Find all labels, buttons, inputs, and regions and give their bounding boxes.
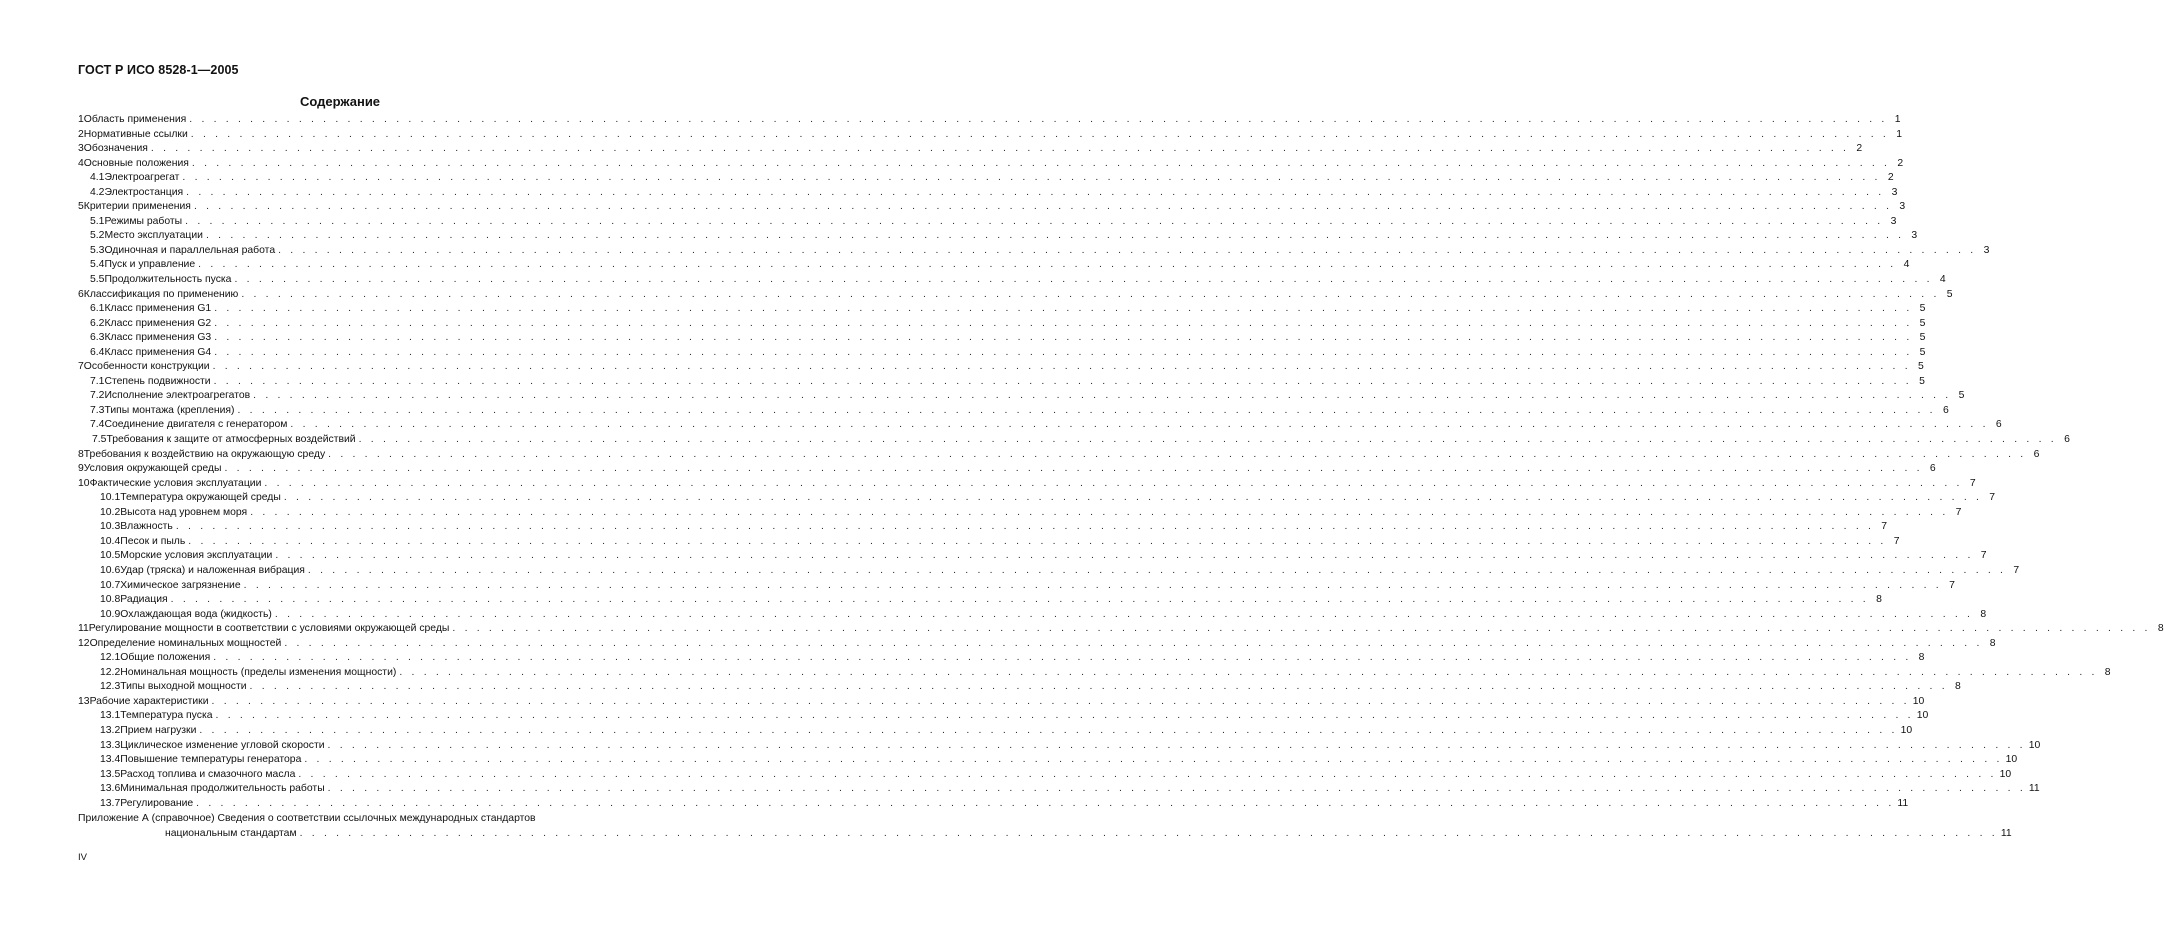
toc-entry[interactable]	[78, 608, 1987, 623]
toc-page-number: 8	[1980, 608, 1987, 620]
toc-entry[interactable]	[78, 637, 1996, 652]
toc-entry-title: Охлаждающая вода (жидкость)	[120, 608, 272, 620]
toc-entry-title: Соединение двигателя с генератором	[104, 419, 288, 431]
toc-entry[interactable]	[78, 680, 1961, 695]
toc-leader: . . . . . . . . . . . . . . . . . . . . . . . . . . . . . . . . . . . . . . . . . . . . . . . . . . . . . . . . . . . . . . . . . . . . . . . . . . . . . . . . . . . . . . . . . . . . . . . . . . . . . . . . . . . . . . . . . . . . . . . . . . . . . . . . . . . . . . . . . . . .	[399, 666, 2098, 678]
toc-entry-title: Критерии применения	[83, 201, 191, 213]
toc-title: Содержание	[299, 94, 381, 109]
toc-entry-title: Удар (тряска) и наложенная вибрация	[120, 564, 305, 576]
toc-entry-number: 6.4	[90, 346, 105, 358]
toc-page-number: 6	[1995, 419, 2002, 431]
toc-entry-title: Электроагрегат	[104, 172, 180, 184]
toc-page-number: 8	[1955, 681, 1961, 693]
toc-leader: . . . . . . . . . . . . . . . . . . . . . . . . . . . . . . . . . . . . . . . . . . . . . . . . . . . . . . . . . . . . . . . . . . . . . . . . . . . . . . . . . . . . . . . . . . . . . . . . . . . . . . . . . . . . . . . . . . . . . . . . . . . . . . . . . . . . . . . . . . . .	[186, 186, 1885, 198]
toc-leader: . . . . . . . . . . . . . . . . . . . . . . . . . . . . . . . . . . . . . . . . . . . . . . . . . . . . . . . . . . . . . . . . . . . . . . . . . . . . . . . . . . . . . . . . . . . . . . . . . . . . . . . . . . . . . . . . . . . . . . . . . . . . . . . . . . . . . . . . . . . .	[243, 579, 1942, 591]
toc-entry-number: 5.4	[90, 259, 105, 271]
toc-leader: . . . . . . . . . . . . . . . . . . . . . . . . . . . . . . . . . . . . . . . . . . . . . . . . . . . . . . . . . . . . . . . . . . . . . . . . . . . . . . . . . . . . . . . . . . . . . . . . . . . . . . . . . . . . . . . . . . . . . . . . . . . . . . . . . . . . . . . . . . . .	[211, 695, 1910, 707]
toc-entry[interactable]	[78, 433, 2070, 448]
toc-entry-title: Условия окружающей среды	[83, 463, 222, 475]
toc-leader: . . . . . . . . . . . . . . . . . . . . . . . . . . . . . . . . . . . . . . . . . . . . . . . . . . . . . . . . . . . . . . . . . . . . . . . . . . . . . . . . . . . . . . . . . . . . . . . . . . . . . . . . . . . . . . . . . . . . . . . . . . . . . . . . . . . . . . . . . . . .	[214, 346, 1913, 358]
toc-leader: . . . . . . . . . . . . . . . . . . . . . . . . . . . . . . . . . . . . . . . . . . . . . . . . . . . . . . . . . . . . . . . . . . . . . . . . . . . . . . . . . . . . . . . . . . . . . . . . . . . . . . . . . . . . . . . . . . . . . . . . . . . . . . . . . . . . . . . . . . . .	[278, 244, 1977, 256]
toc-leader: . . . . . . . . . . . . . . . . . . . . . . . . . . . . . . . . . . . . . . . . . . . . . . . . . . . . . . . . . . . . . . . . . . . . . . . . . . . . . . . . . . . . . . . . . . . . . . . . . . . . . . . . . . . . . . . . . . . . . . . . . . . . . . . . . . . . . . . . . . . .	[198, 259, 1897, 271]
toc-entry-number: 12.2	[100, 666, 121, 678]
toc-page-number: 7	[1955, 506, 1962, 518]
toc-entry-title: Общие положения	[120, 652, 211, 664]
toc-page-number: 11	[1897, 797, 1909, 809]
toc-leader: . . . . . . . . . . . . . . . . . . . . . . . . . . . . . . . . . . . . . . . . . . . . . . . . . . . . . . . . . . . . . . . . . . . . . . . . . . . . . . . . . . . . . . . . . . . . . . . . . . . . . . . . . . . . . . . . . . . . . . . . . . . . . . . . . . . . . . . . . . . .	[214, 332, 1913, 344]
toc-leader: . . . . . . . . . . . . . . . . . . . . . . . . . . . . . . . . . . . . . . . . . . . . . . . . . . . . . . . . . . . . . . . . . . . . . . . . . . . . . . . . . . . . . . . . . . . . . . . . . . . . . . . . . . . . . . . . . . . . . . . . . . . . . . . . . . . . . . . . . . . .	[358, 434, 2057, 446]
toc-page-number: 7	[1893, 535, 1900, 547]
toc-leader: . . . . . . . . . . . . . . . . . . . . . . . . . . . . . . . . . . . . . . . . . . . . . . . . . . . . . . . . . . . . . . . . . . . . . . . . . . . . . . . . . . . . . . . . . . . . . . . . . . . . . . . . . . . . . . . . . . . . . . . . . . . . . . . . . . . . . . . . . . . .	[298, 768, 1997, 780]
toc-leader: . . . . . . . . . . . . . . . . . . . . . . . . . . . . . . . . . . . . . . . . . . . . . . . . . . . . . . . . . . . . . . . . . . . . . . . . . . . . . . . . . . . . . . . . . . . . . . . . . . . . . . . . . . . . . . . . . . . . . . . . . . . . . . . . . . . . . . . . . . . .	[299, 827, 1998, 839]
toc-entry-number: 10.9	[100, 608, 121, 620]
toc-entry-number: 10.3	[100, 521, 121, 533]
toc-entry-title: Регулирование мощности в соответствии с условиями окружающей среды	[88, 623, 450, 635]
toc-entry-title: Режимы работы	[104, 215, 183, 227]
toc-entry-number: 10.7	[100, 579, 121, 591]
toc-leader: . . . . . . . . . . . . . . . . . . . . . . . . . . . . . . . . . . . . . . . . . . . . . . . . . . . . . . . . . . . . . . . . . . . . . . . . . . . . . . . . . . . . . . . . . . . . . . . . . . . . . . . . . . . . . . . . . . . . . . . . . . . . . . . . . . . . . . . . . . . .	[253, 390, 1952, 402]
toc-entry-number: 7	[78, 361, 84, 373]
toc-page-number: 6	[2064, 434, 2070, 446]
toc-entry[interactable]	[78, 797, 1909, 812]
toc-page-number: 5	[1918, 361, 1924, 373]
toc-entry[interactable]	[78, 229, 1918, 244]
toc-entry-number: 7.4	[90, 419, 105, 431]
toc-entry[interactable]	[78, 157, 1904, 172]
toc-entry-number: 10.2	[100, 506, 121, 518]
toc-leader: . . . . . . . . . . . . . . . . . . . . . . . . . . . . . . . . . . . . . . . . . . . . . . . . . . . . . . . . . . . . . . . . . . . . . . . . . . . . . . . . . . . . . . . . . . . . . . . . . . . . . . . . . . . . . . . . . . . . . . . . . . . . . . . . . . . . . . . . . . . .	[234, 274, 1933, 286]
toc-leader: . . . . . . . . . . . . . . . . . . . . . . . . . . . . . . . . . . . . . . . . . . . . . . . . . . . . . . . . . . . . . . . . . . . . . . . . . . . . . . . . . . . . . . . . . . . . . . . . . . . . . . . . . . . . . . . . . . . . . . . . . . . . . . . . . . . . . . . . . . . .	[290, 419, 1989, 431]
toc-leader: . . . . . . . . . . . . . . . . . . . . . . . . . . . . . . . . . . . . . . . . . . . . . . . . . . . . . . . . . . . . . . . . . . . . . . . . . . . . . . . . . . . . . . . . . . . . . . . . . . . . . . . . . . . . . . . . . . . . . . . . . . . . . . . . . . . . . . . . . . . .	[190, 128, 1889, 140]
toc-entry[interactable]	[78, 171, 1894, 186]
toc-annex-line1[interactable]	[78, 812, 614, 827]
toc-entry[interactable]	[78, 724, 1913, 739]
toc-entry-number: 5.3	[90, 244, 105, 256]
toc-entry-number: 12.1	[100, 652, 121, 664]
toc-annex-text-cont: национальным стандартам	[165, 827, 297, 839]
toc-page-number: 7	[1949, 579, 1955, 591]
toc-leader: . . . . . . . . . . . . . . . . . . . . . . . . . . . . . . . . . . . . . . . . . . . . . . . . . . . . . . . . . . . . . . . . . . . . . . . . . . . . . . . . . . . . . . . . . . . . . . . . . . . . . . . . . . . . . . . . . . . . . . . . . . . . . . . . . . . . . . . . . . . .	[175, 521, 1875, 533]
toc-entry[interactable]	[78, 404, 1949, 419]
toc-leader: . . . . . . . . . . . . . . . . . . . . . . . . . . . . . . . . . . . . . . . . . . . . . . . . . . . . . . . . . . . . . . . . . . . . . . . . . . . . . . . . . . . . . . . . . . . . . . . . . . . . . . . . . . . . . . . . . . . . . . . . . . . . . . . . . . . . . . . . . . . .	[191, 157, 1891, 169]
toc-entry-number: 1	[78, 114, 84, 125]
toc-annex-line2[interactable]	[78, 827, 2012, 842]
toc-page-number: 10	[2028, 739, 2041, 751]
toc-entry-number: 9	[78, 463, 84, 475]
toc-entry-title: Класс применения G1	[104, 303, 212, 315]
toc-entry-title: Циклическое изменение угловой скорости	[120, 739, 325, 751]
toc-leader: . . . . . . . . . . . . . . . . . . . . . . . . . . . . . . . . . . . . . . . . . . . . . . . . . . . . . . . . . . . . . . . . . . . . . . . . . . . . . . . . . . . . . . . . . . . . . . . . . . . . . . . . . . . . . . . . . . . . . . . . . . . . . . . . . . . . . . . . . . . .	[188, 535, 1887, 547]
toc-entry-number: 10	[78, 477, 90, 489]
toc-page-number: 6	[2033, 448, 2040, 460]
toc-entry-number: 12	[78, 637, 90, 649]
toc-entry-number: 7.1	[90, 375, 105, 387]
toc-entry-number: 6.1	[90, 303, 105, 315]
toc-leader: . . . . . . . . . . . . . . . . . . . . . . . . . . . . . . . . . . . . . . . . . . . . . . . . . . . . . . . . . . . . . . . . . . . . . . . . . . . . . . . . . . . . . . . . . . . . . . . . . . . . . . . . . . . . . . . . . . . . . . . . . . . . . . . . . . . . . . . . . . . .	[214, 303, 1913, 315]
toc-leader: . . . . . . . . . . . . . . . . . . . . . . . . . . . . . . . . . . . . . . . . . . . . . . . . . . . . . . . . . . . . . . . . . . . . . . . . . . . . . . . . . . . . . . . . . . . . . . . . . . . . . . . . . . . . . . . . . . . . . . . . . . . . . . . . . . . . . . . . . . . .	[241, 288, 1940, 300]
toc-leader: . . . . . . . . . . . . . . . . . . . . . . . . . . . . . . . . . . . . . . . . . . . . . . . . . . . . . . . . . . . . . . . . . . . . . . . . . . . . . . . . . . . . . . . . . . . . . . . . . . . . . . . . . . . . . . . . . . . . . . . . . . . . . . . . . . . . . . . . . . . .	[307, 564, 2007, 576]
toc-page-number: 6	[1942, 404, 1949, 416]
toc-entry-number: 13.1	[100, 710, 121, 722]
toc-entry-number: 13.5	[100, 768, 121, 780]
toc-entry-title: Обозначения	[83, 143, 148, 155]
toc-entry[interactable]	[78, 768, 2012, 783]
toc-entry-number: 10.8	[100, 594, 121, 606]
toc-page-number: 2	[1887, 172, 1894, 184]
toc-entry[interactable]	[78, 273, 1946, 288]
toc-page-number: 5	[1919, 317, 1926, 329]
toc-entry[interactable]	[78, 288, 1953, 303]
toc-entry-number: 6.3	[90, 332, 105, 344]
toc-leader: . . . . . . . . . . . . . . . . . . . . . . . . . . . . . . . . . . . . . . . . . . . . . . . . . . . . . . . . . . . . . . . . . . . . . . . . . . . . . . . . . . . . . . . . . . . . . . . . . . . . . . . . . . . . . . . . . . . . . . . . . . . . . . . . . . . . . . . . . . . .	[250, 506, 1949, 518]
toc-entry[interactable]	[78, 113, 1901, 128]
toc-entry[interactable]	[78, 346, 1926, 361]
toc-entry-number: 13.3	[100, 739, 121, 751]
toc-page-number: 5	[1919, 375, 1925, 387]
toc-page-number: 3	[1890, 215, 1897, 227]
toc-entry[interactable]	[78, 739, 2041, 754]
toc-entry[interactable]	[78, 520, 1888, 535]
toc-entry-title: Основные положения	[83, 157, 189, 169]
toc-entry[interactable]	[78, 622, 2164, 637]
toc-page-number: 2	[1897, 157, 1904, 169]
toc-entry-title: Повышение температуры генератора	[120, 754, 302, 766]
toc-leader: . . . . . . . . . . . . . . . . . . . . . . . . . . . . . . . . . . . . . . . . . . . . . . . . . . . . . . . . . . . . . . . . . . . . . . . . . . . . . . . . . . . . . . . . . . . . . . . . . . . . . . . . . . . . . . . . . . . . . . . . . . . . . . . . . . . . . . . . . . . .	[327, 739, 2026, 751]
toc-page-number: 5	[1958, 390, 1965, 402]
toc-entry-number: 7.2	[90, 390, 105, 402]
toc-entry-title: Влажность	[120, 521, 173, 533]
toc-page-number: 4	[1939, 274, 1946, 286]
toc-entry[interactable]	[78, 695, 1925, 710]
table-of-contents	[78, 113, 2164, 841]
toc-entry[interactable]	[78, 186, 1898, 201]
toc-entry-number: 4.1	[90, 172, 105, 184]
toc-entry[interactable]	[78, 302, 1926, 317]
toc-entry[interactable]	[78, 535, 1900, 550]
toc-entry-number: 3	[78, 143, 84, 155]
toc-leader: . . . . . . . . . . . . . . . . . . . . . . . . . . . . . . . . . . . . . . . . . . . . . . . . . . . . . . . . . . . . . . . . . . . . . . . . . . . . . . . . . . . . . . . . . . . . . . . . . . . . . . . . . . . . . . . . . . . . . . . . . . . . . . . . . . . . . . . . . . . .	[327, 783, 2026, 795]
toc-leader: . . . . . . . . . . . . . . . . . . . . . . . . . . . . . . . . . . . . . . . . . . . . . . . . . . . . . . . . . . . . . . . . . . . . . . . . . . . . . . . . . . . . . . . . . . . . . . . . . . . . . . . . . . . . . . . . . . . . . . . . . . . . . . . . . . . . . . . . . . . .	[328, 448, 2027, 460]
toc-entry-number: 2	[78, 128, 84, 140]
toc-entry-title: Типы выходной мощности	[120, 681, 247, 693]
toc-leader: . . . . . . . . . . . . . . . . . . . . . . . . . . . . . . . . . . . . . . . . . . . . . . . . . . . . . . . . . . . . . . . . . . . . . . . . . . . . . . . . . . . . . . . . . . . . . . . . . . . . . . . . . . . . . . . . . . . . . . . . . . . . . . . . . . . . . . . . . . . .	[212, 361, 1911, 373]
toc-leader: . . . . . . . . . . . . . . . . . . . . . . . . . . . . . . . . . . . . . . . . . . . . . . . . . . . . . . . . . . . . . . . . . . . . . . . . . . . . . . . . . . . . . . . . . . . . . . . . . . . . . . . . . . . . . . . . . . . . . . . . . . . . . . . . . . . . . . . . . . . .	[452, 623, 2151, 635]
toc-entry[interactable]	[78, 549, 1987, 564]
toc-leader: . . . . . . . . . . . . . . . . . . . . . . . . . . . . . . . . . . . . . . . . . . . . . . . . . . . . . . . . . . . . . . . . . . . . . . . . . . . . . . . . . . . . . . . . . . . . . . . . . . . . . . . . . . . . . . . . . . . . . . . . . . . . . . . . . . . . . . . . . . . .	[182, 172, 1881, 184]
toc-leader: . . . . . . . . . . . . . . . . . . . . . . . . . . . . . . . . . . . . . . . . . . . . . . . . . . . . . . . . . . . . . . . . . . . . . . . . . . . . . . . . . . . . . . . . . . . . . . . . . . . . . . . . . . . . . . . . . . . . . . . . . . . . . . . . . . . . . . . . . . . .	[215, 710, 1914, 722]
toc-page-number: 5	[1919, 332, 1926, 344]
toc-entry-title: Температура окружающей среды	[120, 492, 281, 504]
toc-entry-title: Фактические условия эксплуатации	[89, 477, 262, 489]
toc-entry[interactable]	[78, 491, 1996, 506]
toc-leader: . . . . . . . . . . . . . . . . . . . . . . . . . . . . . . . . . . . . . . . . . . . . . . . . . . . . . . . . . . . . . . . . . . . . . . . . . . . . . . . . . . . . . . . . . . . . . . . . . . . . . . . . . . . . . . . . . . . . . . . . . . . . . . . . . . . . . . . . . . . .	[274, 608, 1974, 620]
toc-entry-title: Требования к защите от атмосферных воздействий	[106, 434, 356, 446]
toc-page-number: 1	[1894, 114, 1901, 125]
toc-page-number: 5	[1919, 303, 1926, 315]
toc-page-number: 6	[1929, 463, 1936, 475]
toc-entry-number: 5.1	[90, 215, 105, 227]
toc-entry-title: Электростанция	[104, 186, 184, 198]
toc-entry-number: 13.6	[100, 783, 121, 795]
toc-leader: . . . . . . . . . . . . . . . . . . . . . . . . . . . . . . . . . . . . . . . . . . . . . . . . . . . . . . . . . . . . . . . . . . . . . . . . . . . . . . . . . . . . . . . . . . . . . . . . . . . . . . . . . . . . . . . . . . . . . . . . . . . . . . . . . . . . . . . . . . . .	[193, 201, 1893, 213]
toc-entry-title: Химическое загрязнение	[120, 579, 241, 591]
toc-entry[interactable]	[78, 200, 1906, 215]
toc-page-number: 7	[1989, 492, 1996, 504]
toc-leader: . . . . . . . . . . . . . . . . . . . . . . . . . . . . . . . . . . . . . . . . . . . . . . . . . . . . . . . . . . . . . . . . . . . . . . . . . . . . . . . . . . . . . . . . . . . . . . . . . . . . . . . . . . . . . . . . . . . . . . . . . . . . . . . . . . . . . . . . . . . .	[304, 754, 2003, 766]
toc-page-number: 4	[1903, 259, 1910, 271]
document-header: ГОСТ Р ИСО 8528-1—2005	[78, 63, 239, 77]
toc-page-number: 8	[1876, 594, 1882, 606]
toc-entry-number: 6	[78, 288, 84, 300]
toc-leader: . . . . . . . . . . . . . . . . . . . . . . . . . . . . . . . . . . . . . . . . . . . . . . . . . . . . . . . . . . . . . . . . . . . . . . . . . . . . . . . . . . . . . . . . . . . . . . . . . . . . . . . . . . . . . . . . . . . . . . . . . . . . . . . . . . . . . . . . . . . .	[189, 114, 1888, 125]
toc-entry-title: Температура пуска	[120, 710, 213, 722]
toc-page-number: 8	[1989, 637, 1996, 649]
toc-entry-number: 8	[78, 448, 84, 460]
toc-entry[interactable]	[78, 215, 1897, 230]
toc-page-number: 10	[1916, 710, 1929, 722]
toc-entry-number: 10.5	[100, 550, 121, 562]
toc-entry[interactable]	[78, 244, 1990, 259]
toc-entry-title: Нормативные ссылки	[83, 128, 188, 140]
toc-entry-number: 11	[78, 623, 89, 635]
toc-leader: . . . . . . . . . . . . . . . . . . . . . . . . . . . . . . . . . . . . . . . . . . . . . . . . . . . . . . . . . . . . . . . . . . . . . . . . . . . . . . . . . . . . . . . . . . . . . . . . . . . . . . . . . . . . . . . . . . . . . . . . . . . . . . . . . . . . . . . . . . . .	[224, 463, 1923, 475]
toc-entry-number: 7.5	[92, 434, 107, 446]
toc-entry-number: 6.2	[90, 317, 105, 329]
toc-leader: . . . . . . . . . . . . . . . . . . . . . . . . . . . . . . . . . . . . . . . . . . . . . . . . . . . . . . . . . . . . . . . . . . . . . . . . . . . . . . . . . . . . . . . . . . . . . . . . . . . . . . . . . . . . . . . . . . . . . . . . . . . . . . . . . . . . . . . . . . . .	[170, 594, 1869, 606]
toc-entry-title: Одиночная и параллельная работа	[104, 244, 276, 256]
toc-entry-title: Класс применения G4	[104, 346, 212, 358]
toc-entry-title: Расход топлива и смазочного масла	[120, 768, 296, 780]
toc-entry-number: 13.4	[100, 754, 121, 766]
toc-entry[interactable]	[78, 462, 1936, 477]
toc-entry-number: 4.2	[90, 186, 105, 198]
toc-entry-title: Прием нагрузки	[120, 724, 197, 736]
toc-entry-number: 5.5	[90, 274, 105, 286]
toc-entry-title: Место эксплуатации	[104, 230, 203, 242]
toc-entry-title: Высота над уровнем моря	[120, 506, 248, 518]
toc-entry[interactable]	[78, 331, 1926, 346]
toc-page-number: 8	[2104, 666, 2111, 678]
page-number: IV	[78, 852, 87, 863]
toc-entry[interactable]	[78, 477, 1976, 492]
toc-entry-number: 10.4	[100, 535, 121, 547]
toc-page-number: 10	[1999, 768, 2012, 780]
toc-entry-title: Минимальная продолжительность работы	[120, 783, 325, 795]
toc-entry-title: Радиация	[120, 594, 168, 606]
toc-page-number: 2	[1856, 143, 1863, 155]
toc-entry-title: Область применения	[83, 114, 187, 125]
toc-leader: . . . . . . . . . . . . . . . . . . . . . . . . . . . . . . . . . . . . . . . . . . . . . . . . . . . . . . . . . . . . . . . . . . . . . . . . . . . . . . . . . . . . . . . . . . . . . . . . . . . . . . . . . . . . . . . . . . . . . . . . . . . . . . . . . . . . . . . . . . . .	[199, 724, 1898, 736]
toc-entry[interactable]	[78, 448, 2040, 463]
toc-leader: . . . . . . . . . . . . . . . . . . . . . . . . . . . . . . . . . . . . . . . . . . . . . . . . . . . . . . . . . . . . . . . . . . . . . . . . . . . . . . . . . . . . . . . . . . . . . . . . . . . . . . . . . . . . . . . . . . . . . . . . . . . . . . . . . . . . . . . . . . . .	[150, 143, 1850, 155]
toc-entry[interactable]	[78, 593, 1882, 608]
toc-entry[interactable]	[78, 258, 1910, 273]
toc-entry[interactable]	[78, 709, 1929, 724]
toc-entry-title: Типы монтажа (крепления)	[104, 404, 235, 416]
toc-page-number: 3	[1911, 230, 1918, 242]
toc-entry[interactable]	[78, 142, 1863, 157]
toc-entry-number: 13	[78, 695, 90, 707]
toc-leader: . . . . . . . . . . . . . . . . . . . . . . . . . . . . . . . . . . . . . . . . . . . . . . . . . . . . . . . . . . . . . . . . . . . . . . . . . . . . . . . . . . . . . . . . . . . . . . . . . . . . . . . . . . . . . . . . . . . . . . . . . . . . . . . . . . . . . . . . . . . .	[214, 317, 1913, 329]
toc-page-number: 8	[1918, 652, 1925, 664]
toc-entry-title: Класс применения G2	[104, 317, 212, 329]
toc-page-number: 3	[1891, 186, 1898, 198]
toc-entry-title: Особенности конструкции	[83, 361, 210, 373]
toc-entry[interactable]	[78, 389, 1965, 404]
toc-entry[interactable]	[78, 418, 2002, 433]
toc-page-number: 11	[2000, 827, 2012, 839]
toc-page-number: 8	[2157, 623, 2164, 635]
toc-leader: . . . . . . . . . . . . . . . . . . . . . . . . . . . . . . . . . . . . . . . . . . . . . . . . . . . . . . . . . . . . . . . . . . . . . . . . . . . . . . . . . . . . . . . . . . . . . . . . . . . . . . . . . . . . . . . . . . . . . . . . . . . . . . . . . . . . . . . . . . . .	[237, 404, 1936, 416]
toc-page-number: 11	[2028, 783, 2040, 795]
toc-entry-number: 7.3	[90, 404, 105, 416]
toc-page-number: 10	[2005, 754, 2018, 766]
toc-entry[interactable]	[78, 506, 1962, 521]
toc-page-number: 7	[1881, 521, 1888, 533]
toc-entry-number: 4	[78, 157, 84, 169]
toc-entry[interactable]	[78, 360, 1924, 375]
toc-entry-number: 5	[78, 201, 84, 213]
toc-leader: . . . . . . . . . . . . . . . . . . . . . . . . . . . . . . . . . . . . . . . . . . . . . . . . . . . . . . . . . . . . . . . . . . . . . . . . . . . . . . . . . . . . . . . . . . . . . . . . . . . . . . . . . . . . . . . . . . . . . . . . . . . . . . . . . . . . . . . . . . . .	[249, 681, 1948, 693]
toc-page-number: 10	[1912, 695, 1925, 707]
toc-entry-title: Степень подвижности	[104, 375, 211, 387]
toc-entry-number: 5.2	[90, 230, 105, 242]
toc-entry-title: Определение номинальных мощностей	[89, 637, 282, 649]
toc-entry-title: Требования к воздействию на окружающую среду	[83, 448, 326, 460]
toc-entry-title: Песок и пыль	[120, 535, 186, 547]
toc-entry-number: 10.1	[100, 492, 121, 504]
toc-leader: . . . . . . . . . . . . . . . . . . . . . . . . . . . . . . . . . . . . . . . . . . . . . . . . . . . . . . . . . . . . . . . . . . . . . . . . . . . . . . . . . . . . . . . . . . . . . . . . . . . . . . . . . . . . . . . . . . . . . . . . . . . . . . . . . . . . . . . . . . . .	[283, 492, 1983, 504]
toc-entry[interactable]	[78, 564, 2020, 579]
toc-entry-title: Класс применения G3	[104, 332, 212, 344]
toc-leader: . . . . . . . . . . . . . . . . . . . . . . . . . . . . . . . . . . . . . . . . . . . . . . . . . . . . . . . . . . . . . . . . . . . . . . . . . . . . . . . . . . . . . . . . . . . . . . . . . . . . . . . . . . . . . . . . . . . . . . . . . . . . . . . . . . . . . . . . . . . .	[205, 230, 1905, 242]
toc-entry-number: 12.3	[100, 681, 121, 693]
toc-entry-title: Классификация по применению	[83, 288, 239, 300]
toc-leader: . . . . . . . . . . . . . . . . . . . . . . . . . . . . . . . . . . . . . . . . . . . . . . . . . . . . . . . . . . . . . . . . . . . . . . . . . . . . . . . . . . . . . . . . . . . . . . . . . . . . . . . . . . . . . . . . . . . . . . . . . . . . . . . . . . . . . . . . . . . .	[275, 550, 1974, 562]
toc-entry[interactable]	[78, 651, 1925, 666]
toc-entry[interactable]	[78, 317, 1926, 332]
toc-entry-title: Регулирование	[120, 797, 194, 809]
toc-leader: . . . . . . . . . . . . . . . . . . . . . . . . . . . . . . . . . . . . . . . . . . . . . . . . . . . . . . . . . . . . . . . . . . . . . . . . . . . . . . . . . . . . . . . . . . . . . . . . . . . . . . . . . . . . . . . . . . . . . . . . . . . . . . . . . . . . . . . . . . . .	[213, 652, 1912, 664]
toc-page-number: 3	[1899, 201, 1906, 213]
toc-page-number: 3	[1983, 244, 1990, 256]
toc-page-number: 5	[1946, 288, 1953, 300]
toc-leader: . . . . . . . . . . . . . . . . . . . . . . . . . . . . . . . . . . . . . . . . . . . . . . . . . . . . . . . . . . . . . . . . . . . . . . . . . . . . . . . . . . . . . . . . . . . . . . . . . . . . . . . . . . . . . . . . . . . . . . . . . . . . . . . . . . . . . . . . . . . .	[185, 215, 1884, 227]
toc-page-number: 1	[1896, 128, 1902, 140]
toc-leader: . . . . . . . . . . . . . . . . . . . . . . . . . . . . . . . . . . . . . . . . . . . . . . . . . . . . . . . . . . . . . . . . . . . . . . . . . . . . . . . . . . . . . . . . . . . . . . . . . . . . . . . . . . . . . . . . . . . . . . . . . . . . . . . . . . . . . . . . . . . .	[264, 477, 1963, 489]
toc-leader: . . . . . . . . . . . . . . . . . . . . . . . . . . . . . . . . . . . . . . . . . . . . . . . . . . . . . . . . . . . . . . . . . . . . . . . . . . . . . . . . . . . . . . . . . . . . . . . . . . . . . . . . . . . . . . . . . . . . . . . . . . . . . . . . . . . . . . . . . . . .	[213, 375, 1912, 387]
toc-leader: . . . . . . . . . . . . . . . . . . . . . . . . . . . . . . . . . . . . . . . . . . . . . . . . . . . . . . . . . . . . . . . . . . . . . . . . . . . . . . . . . . . . . . . . . . . . . . . . . . . . . . . . . . . . . . . . . . . . . . . . . . . . . . . . . . . . . . . . . . . .	[196, 797, 1895, 809]
toc-entry-title: Номинальная мощность (пределы изменения мощности)	[120, 666, 397, 678]
toc-page-number: 7	[1980, 550, 1987, 562]
toc-entry[interactable]	[78, 375, 1925, 390]
toc-page-number: 7	[1969, 477, 1976, 489]
toc-entry-title: Пуск и управление	[104, 259, 196, 271]
toc-page-number: 5	[1919, 346, 1926, 358]
toc-entry-number: 13.7	[100, 797, 121, 809]
toc-entry[interactable]	[78, 782, 2040, 797]
toc-entry[interactable]	[78, 128, 1902, 143]
toc-entry[interactable]	[78, 666, 2111, 681]
toc-entry-number: 10.6	[100, 564, 121, 576]
toc-leader: . . . . . . . . . . . . . . . . . . . . . . . . . . . . . . . . . . . . . . . . . . . . . . . . . . . . . . . . . . . . . . . . . . . . . . . . . . . . . . . . . . . . . . . . . . . . . . . . . . . . . . . . . . . . . . . . . . . . . . . . . . . . . . . . . . . . . . . . . . . .	[284, 637, 1983, 649]
toc-page-number: 10	[1900, 724, 1913, 736]
toc-entry[interactable]	[78, 579, 1955, 594]
toc-entry-title: Морские условия эксплуатации	[120, 550, 273, 562]
toc-entry[interactable]	[78, 753, 2018, 768]
toc-entry-title: Продолжительность пуска	[104, 274, 232, 286]
toc-page-number: 7	[2013, 564, 2020, 576]
toc-annex-text: Приложение А (справочное) Сведения о соответствии ссылочных международных стандартов	[78, 813, 536, 825]
toc-entry-title: Рабочие характеристики	[89, 695, 209, 707]
toc-entry-number: 13.2	[100, 724, 121, 736]
toc-entry-title: Исполнение электроагрегатов	[104, 390, 251, 402]
